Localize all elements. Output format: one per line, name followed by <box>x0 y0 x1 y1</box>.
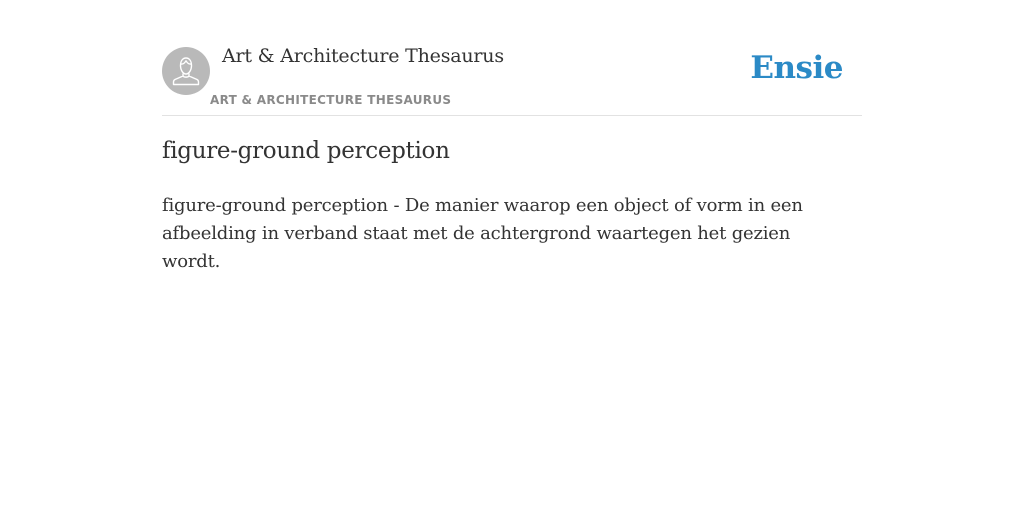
author-name[interactable]: Art & Architecture Thesaurus <box>222 45 504 67</box>
user-icon <box>162 47 210 95</box>
content-container <box>162 0 862 272</box>
header <box>162 0 862 116</box>
page-title: figure-ground perception <box>162 138 450 164</box>
brand-logo[interactable]: Ensie <box>750 50 843 86</box>
definition-text: figure-ground perception - De manier waarop een object of vorm in een afbeelding in verband staat met de achtergrond waartegen het gezien wordt. <box>162 195 803 272</box>
author-subtitle[interactable]: ART & ARCHITECTURE THESAURUS <box>210 93 452 107</box>
avatar[interactable] <box>162 47 210 95</box>
